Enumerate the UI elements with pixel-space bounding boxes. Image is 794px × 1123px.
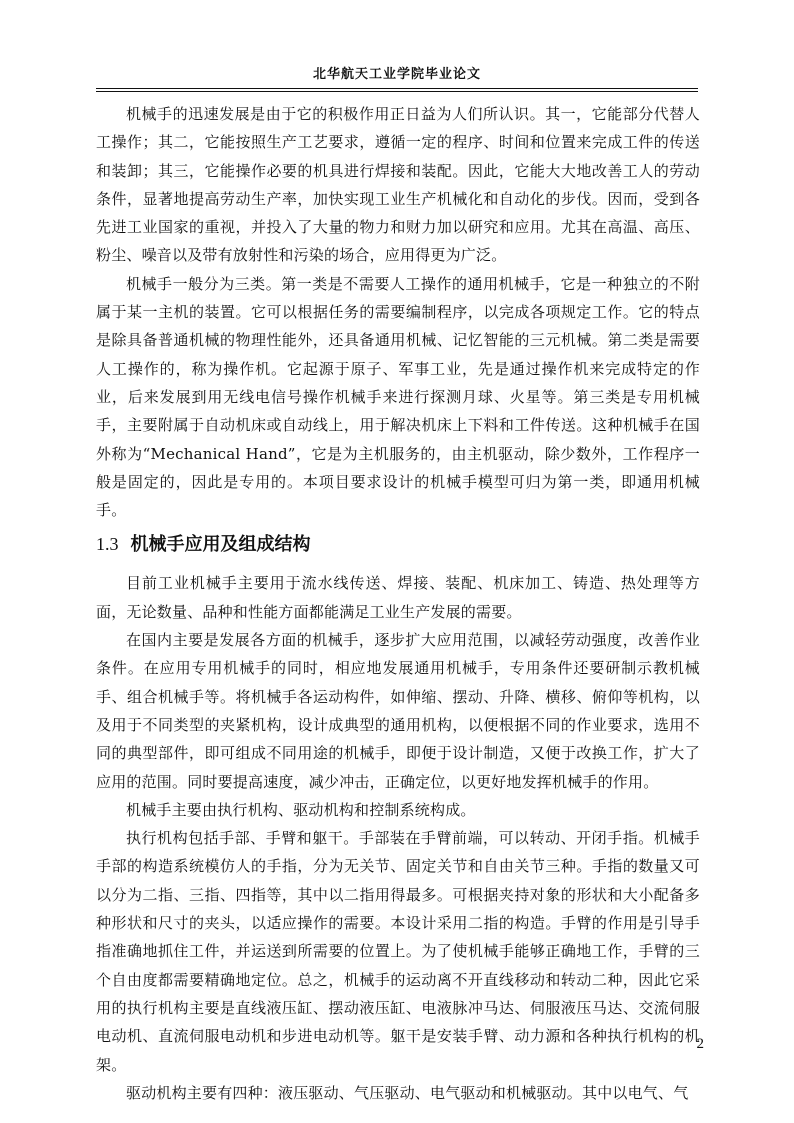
paragraph: 目前工业机械手主要用于流水线传送、焊接、装配、机床加工、铸造、热处理等方面，无论数量、品种和性能方面都能满足工业生产发展的需要。 (96, 574, 700, 621)
page-header-title: 北华航天工业学院毕业论文 (312, 67, 481, 82)
paragraph: 机械手主要由执行机构、驱动机构和控制系统构成。 (126, 800, 476, 819)
header-rule-thick (96, 88, 698, 89)
section-number: 1.3 (96, 534, 119, 555)
header-rule-thin (96, 91, 698, 92)
paragraph: 机械手一般分为三类。第一类是不需要人工操作的通用机械手，它是一种独立的不附属于某一主机的装置。它可以根据任务的需要编制程序，以完成各项规定工作。它的特点是除具备普通机械的物理性能外，还具备通用机械、记忆智能的三元机械。第二类是需要人工操作的，称为操作机。它起源于原子、军事工业，先是通过操作机来完成特定的作业，后来发展到用无线电信号操作机械手来进行探测月球、火星等。第三类是专用机械手，主要附属于自动机床或自动线上，用于解决机床上下料和工件传送。这种机械手在国外称为“Mechanical Hand”，它是为主机服务的，由主机驱动，除少数外，工作程序一般是固定的，因此是专用的。本项目要求设计的机械手模型可归为第一类，即通用机械手。 (96, 274, 700, 520)
paragraph: 机械手的迅速发展是由于它的积极作用正日益为人们所认识。其一，它能部分代替人工操作；其二，它能按照生产工艺要求，遵循一定的程序、时间和位置来完成工件的传送和装卸；其三，它能操作必要的机具进行焊接和装配。因此，它能大大地改善工人的劳动条件，显著地提高劳动生产率，加快实现工业生产机械化和自动化的步伐。因而，受到各先进工业国家的重视，并投入了大量的物力和财力加以研究和应用。尤其在高温、高压、粉尘、噪音以及带有放射性和污染的场合，应用得更为广泛。 (96, 105, 700, 265)
section-heading (96, 526, 700, 563)
paragraph: 驱动机构主要有四种：液压驱动、气压驱动、电气驱动和机械驱动。其中以电气、气 (126, 1083, 689, 1102)
section-title: 机械手应用及组成结构 (130, 534, 311, 556)
paragraph: 执行机构包括手部、手臂和躯干。手部装在手臂前端，可以转动、开闭手指。机械手手部的构造系统模仿人的手指，分为无关节、固定关节和自由关节三种。手指的数量又可以分为二指、三指、四指等，其中以二指用得最多。可根据夹持对象的形状和大小配备多种形状和尺寸的夹头，以适应操作的需要。本设计采用二指的构造。手臂的作用是引导手指准确地抓住工件，并运送到所需要的位置上。为了使机械手能够正确地工作，手臂的三个自由度都需要精确地定位。总之，机械手的运动离不开直线移动和转动二种，因此它采用的执行机构主要是直线液压缸、摆动液压缸、电液脉冲马达、伺服液压马达、交流伺服电动机、直流伺服电动机和步进电动机等。躯干是安装手臂、动力源和各种执行机构的机架。 (96, 829, 700, 1074)
page-number: 2 (696, 1036, 704, 1052)
paragraph: 在国内主要是发展各方面的机械手，逐步扩大应用范围，以减轻劳动强度，改善作业条件。在应用专用机械手的同时，相应地发展通用机械手，专用条件还要研制示教机械手、组合机械手等。将机械手各运动构件，如伸缩、摆动、升降、横移、俯仰等机构，以及用于不同类型的夹紧机构，设计成典型的通用机构，以便根据不同的作业要求，选用不同的典型部件，即可组成不同用途的机械手，即便于设计制造，又便于改换工作，扩大了应用的范围。同时要提高速度，减少冲击，正确定位，以更好地发挥机械手的作用。 (96, 631, 700, 791)
body-content (96, 100, 700, 1107)
